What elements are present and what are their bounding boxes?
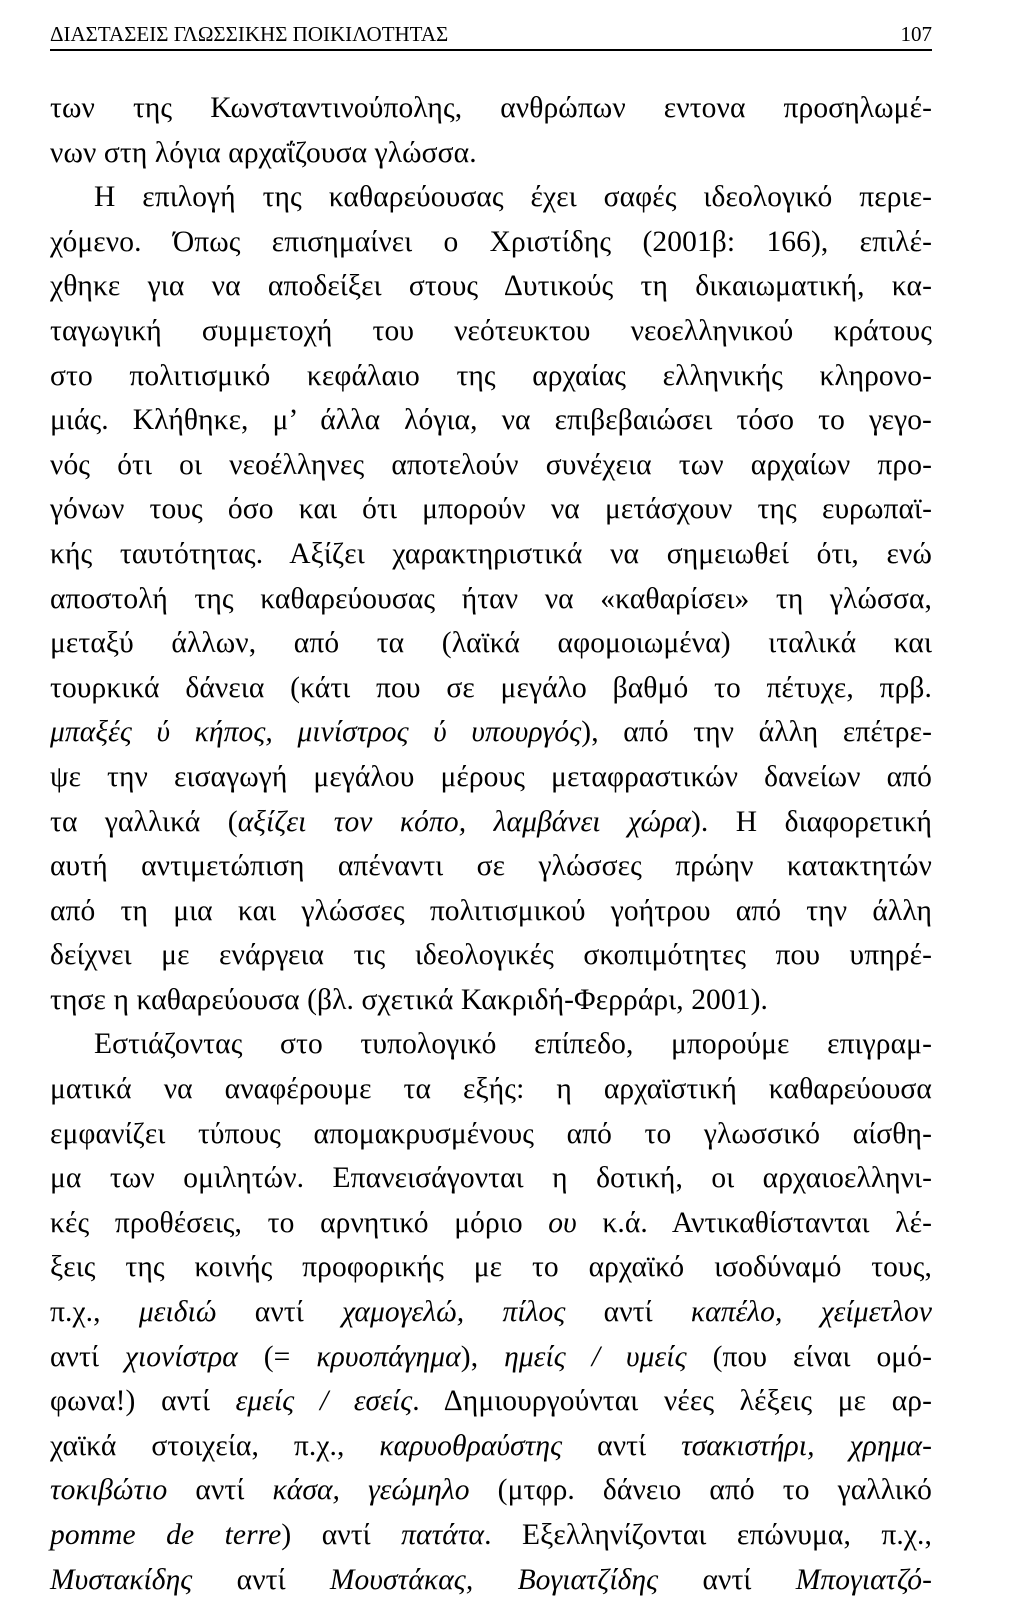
- running-title: ΔΙΑΣΤΑΣΕΙΣ ΓΛΩΣΣΙΚΗΣ ΠΟΙΚΙΛΟΤΗΤΑΣ: [50, 22, 449, 46]
- text-line: [50, 398, 932, 443]
- text-line: [50, 1201, 932, 1246]
- italic-text: κάσα, γεώμηλο: [272, 1474, 470, 1507]
- text-segment: τουρκικά δάνεια (κάτι που σε μεγάλο βαθμό το πέτυχε, πρβ.: [50, 671, 932, 704]
- text-segment: από τη μια και γλώσσες πολιτισμικού γοήτρου από την άλλη: [50, 894, 932, 927]
- text-line: [50, 532, 932, 577]
- text-line: [50, 175, 932, 220]
- italic-text: Μπογιατζό-: [795, 1563, 932, 1596]
- text-segment: αυτή αντιμετώπιση απέναντι σε γλώσσες πρώην κατακτητών: [50, 850, 932, 883]
- text-segment: τα γαλλικά (: [50, 805, 238, 838]
- text-segment: των της Κωνσταντινούπολης, ανθρώπων εντονα προσηλωμέ-: [50, 92, 932, 124]
- italic-text: κρυοπάγημα: [316, 1340, 461, 1373]
- text-line: [50, 86, 932, 131]
- italic-text: αξίζει τον κόπο, λαμβάνει χώρα: [237, 805, 691, 838]
- italic-text: ου: [548, 1206, 577, 1239]
- italic-text: ημείς / υμείς: [504, 1340, 687, 1373]
- text-segment: ξεις της κοινής προφορικής με το αρχαϊκό ισοδύναμό τους,: [50, 1251, 932, 1284]
- italic-text: εμείς / εσείς: [235, 1385, 413, 1418]
- text-segment: (που είναι ομό-: [686, 1340, 932, 1373]
- text-segment: (μτφρ. δάνειο από το γαλλικό: [469, 1474, 933, 1507]
- text-line: [50, 666, 932, 711]
- text-segment: αντί: [216, 1296, 342, 1329]
- text-line: [50, 1156, 932, 1201]
- text-segment: τησε η καθαρεύουσα (βλ. σχετικά Κακριδή-Φερράρι, 2001).: [50, 983, 768, 1016]
- italic-text: μειδιώ: [138, 1296, 217, 1329]
- text-line: [50, 577, 932, 622]
- text-segment: ), από την άλλη επέτρε-: [581, 716, 933, 749]
- text-segment: κές προθέσεις, το αρνητικό μόριο: [50, 1206, 549, 1239]
- italic-text: καρυοθραύστης: [379, 1429, 563, 1462]
- text-segment: π.χ.,: [50, 1296, 139, 1329]
- text-segment: αντί: [658, 1563, 796, 1596]
- italic-text: τοκιβώτιο: [50, 1474, 168, 1507]
- italic-text: Μουστάκας, Βογιατζίδης: [329, 1563, 659, 1596]
- text-line: [50, 800, 932, 845]
- text-line: [50, 1290, 932, 1335]
- text-line: [50, 1424, 932, 1469]
- text-line: [50, 1112, 932, 1157]
- text-segment: αντί: [192, 1563, 330, 1596]
- running-header: [50, 22, 932, 51]
- text-line: [50, 1335, 932, 1380]
- text-segment: φωνα!) αντί: [50, 1385, 236, 1418]
- text-segment: αντί: [50, 1340, 125, 1373]
- text-segment: ψε την εισαγωγή μεγάλου μέρους μεταφραστικών δανείων από: [50, 760, 932, 793]
- page-number: 107: [900, 22, 932, 46]
- text-line: [50, 978, 932, 1023]
- text-segment: μα των ομιλητών. Επανεισάγονται η δοτική, οι αρχαιοελληνι-: [50, 1162, 932, 1195]
- text-segment: χόμενο. Όπως επισημαίνει ο Χριστίδης (2001β: 166), επιλέ-: [50, 225, 932, 258]
- text-segment: νων στη λόγια αρχαΐζουσα γλώσσα.: [50, 136, 477, 169]
- body-text: [50, 86, 932, 1602]
- text-segment: δείχνει με ενάργεια τις ιδεολογικές σκοπιμότητες που υπηρέ-: [50, 939, 932, 972]
- text-segment: εμφανίζει τύπους απομακρυσμένους από το γλωσσικό αίσθη-: [50, 1117, 932, 1150]
- text-segment: . Εξελληνίζονται επώνυμα, π.χ.,: [484, 1519, 932, 1551]
- text-segment: χαϊκά στοιχεία, π.χ.,: [50, 1429, 380, 1462]
- text-line: [50, 443, 932, 488]
- text-line: [50, 1558, 932, 1603]
- italic-text: καπέλο, χείμετλον: [690, 1296, 933, 1329]
- text-segment: ) αντί: [281, 1519, 402, 1551]
- italic-text: χαμογελώ, πίλος: [341, 1296, 566, 1329]
- text-segment: ματικά να αναφέρουμε τα εξής: η αρχαϊστική καθαρεύουσα: [50, 1073, 932, 1106]
- text-segment: μιάς. Κλήθηκε, μ’ άλλα λόγια, να επιβεβαιώσει τόσο το γεγο-: [50, 404, 932, 437]
- text-segment: ),: [460, 1340, 505, 1373]
- text-segment: αποστολή της καθαρεύουσας ήταν να «καθαρίσει» τη γλώσσα,: [50, 582, 932, 615]
- text-line: [50, 1468, 932, 1513]
- text-segment: αντί: [167, 1474, 273, 1507]
- text-line: [50, 755, 932, 800]
- text-segment: (=: [237, 1340, 317, 1373]
- text-line: [50, 309, 932, 354]
- text-segment: μεταξύ άλλων, από τα (λαϊκά αφομοιωμένα) ιταλικά και: [50, 627, 932, 660]
- text-segment: ). Η διαφορετική: [691, 805, 932, 838]
- text-segment: Εστιάζοντας στο τυπολογικό επίπεδο, μπορούμε επιγραμ-: [94, 1028, 932, 1061]
- text-line: [50, 621, 932, 666]
- text-segment: αντί: [562, 1429, 682, 1462]
- text-line: [50, 1022, 932, 1067]
- text-line: [50, 354, 932, 399]
- text-line: [50, 1245, 932, 1290]
- italic-text: χιονίστρα: [124, 1340, 238, 1373]
- text-line: [50, 220, 932, 265]
- text-segment: Η επιλογή της καθαρεύουσας έχει σαφές ιδεολογικό περιε-: [94, 181, 932, 214]
- text-line: [50, 844, 932, 889]
- text-segment: αντί: [565, 1296, 691, 1329]
- text-line: [50, 131, 932, 176]
- text-segment: νός ότι οι νεοέλληνες αποτελούν συνέχεια των αρχαίων προ-: [50, 448, 932, 481]
- text-line: [50, 1513, 932, 1558]
- text-line: [50, 487, 932, 532]
- text-line: [50, 933, 932, 978]
- italic-text: pomme de terre: [50, 1519, 282, 1551]
- italic-text: Μυστακίδης: [50, 1563, 193, 1596]
- italic-text: τσακιστήρι, χρημα-: [681, 1429, 933, 1462]
- italic-text: μπαξές ύ κήπος, μινίστρος ύ υπουργός: [50, 716, 582, 749]
- text-segment: ταγωγική συμμετοχή του νεότευκτου νεοελληνικού κράτους: [50, 314, 932, 347]
- text-segment: γόνων τους όσο και ότι μπορούν να μετάσχουν της ευρωπαϊ-: [50, 493, 932, 526]
- text-segment: . Δημιουργούνται νέες λέξεις με αρ-: [412, 1385, 933, 1418]
- text-segment: χθηκε για να αποδείξει στους Δυτικούς τη δικαιωματική, κα-: [50, 270, 932, 303]
- text-line: [50, 1379, 932, 1424]
- italic-text: πατάτα: [401, 1519, 485, 1551]
- text-segment: κής ταυτότητας. Αξίζει χαρακτηριστικά να σημειωθεί ότι, ενώ: [50, 537, 932, 570]
- text-line: [50, 889, 932, 934]
- text-line: [50, 710, 932, 755]
- text-line: [50, 264, 932, 309]
- text-line: [50, 1067, 932, 1112]
- text-segment: κ.ά. Αντικαθίστανται λέ-: [576, 1206, 932, 1239]
- text-segment: στο πολιτισμικό κεφάλαιο της αρχαίας ελληνικής κληρονο-: [50, 359, 932, 392]
